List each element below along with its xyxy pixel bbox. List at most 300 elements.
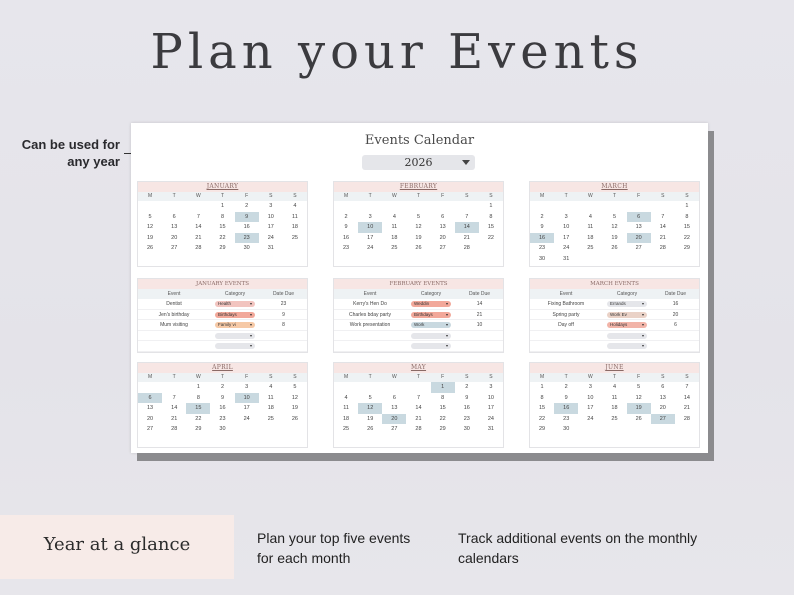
day-cell[interactable]: 2 — [344, 213, 348, 220]
day-cell[interactable]: 9 — [344, 224, 348, 230]
date-due-cell[interactable] — [456, 341, 503, 351]
weekday-label: S — [269, 374, 273, 380]
day-cell[interactable]: 7 — [661, 213, 665, 220]
event-name-cell[interactable] — [334, 331, 406, 341]
day-cell[interactable]: 19 — [415, 234, 422, 241]
day-cell[interactable]: 9 — [540, 224, 544, 230]
page-headline: Plan your Events — [150, 24, 644, 80]
column-header: Category — [420, 291, 442, 297]
day-cell[interactable]: 26 — [635, 415, 642, 422]
day-cell[interactable]: 31 — [487, 426, 494, 432]
category-dropdown[interactable]: Birthdays — [215, 312, 255, 318]
day-cell[interactable]: 21 — [171, 415, 178, 422]
weekday-label: T — [612, 374, 617, 380]
day-grid — [530, 382, 699, 435]
day-cell[interactable]: 24 — [243, 415, 250, 422]
weekday-label: S — [489, 193, 493, 199]
day-cell[interactable]: 8 — [196, 394, 200, 401]
day-cell[interactable]: 20 — [171, 234, 178, 241]
day-cell[interactable]: 12 — [415, 224, 422, 230]
day-blank — [358, 201, 382, 212]
day-blank — [382, 382, 406, 393]
date-due-cell[interactable]: 16 — [672, 301, 679, 307]
day-cell[interactable]: 22 — [539, 415, 546, 422]
category-dropdown[interactable]: Health — [215, 301, 255, 307]
date-due-cell[interactable]: 23 — [280, 301, 287, 307]
day-cell[interactable]: 15 — [186, 403, 210, 414]
day-cell[interactable]: 19 — [291, 405, 298, 411]
day-cell[interactable]: 18 — [391, 234, 398, 241]
day-cell[interactable]: 24 — [587, 415, 594, 422]
day-cell[interactable]: 5 — [416, 213, 421, 220]
day-cell[interactable]: 29 — [539, 426, 546, 432]
day-cell[interactable]: 12 — [635, 394, 642, 401]
feature-top-five-line1: Plan your top five events — [257, 530, 411, 546]
day-grid — [138, 382, 307, 435]
weekday-header — [530, 192, 699, 201]
day-cell[interactable]: 15 — [683, 224, 690, 230]
weekday-label: T — [220, 193, 225, 199]
day-cell[interactable]: 28 — [659, 245, 666, 251]
day-cell[interactable]: 10 — [487, 394, 494, 401]
day-cell[interactable]: 2 — [220, 384, 225, 390]
day-cell[interactable]: 9 — [465, 394, 469, 401]
day-cell[interactable]: 21 — [463, 234, 470, 241]
day-cell[interactable]: 4 — [612, 384, 617, 390]
day-cell[interactable]: 14 — [455, 222, 479, 233]
day-cell[interactable]: 30 — [243, 245, 250, 251]
day-cell[interactable]: 22 — [683, 234, 690, 241]
table-row — [138, 299, 307, 310]
category-dropdown[interactable] — [607, 333, 647, 339]
day-cell[interactable]: 14 — [195, 224, 202, 230]
month-name: APRIL — [138, 363, 307, 373]
day-cell[interactable]: 25 — [343, 426, 350, 432]
day-cell[interactable]: 26 — [291, 415, 298, 422]
day-blank — [530, 201, 554, 212]
day-cell[interactable]: 24 — [367, 245, 374, 251]
chevron-down-icon[interactable] — [462, 160, 470, 165]
day-cell[interactable]: 30 — [463, 426, 470, 432]
day-cell[interactable]: 5 — [612, 213, 617, 220]
day-cell[interactable]: 23 — [343, 245, 350, 251]
day-cell[interactable]: 28 — [463, 245, 470, 251]
day-cell[interactable]: 24 — [487, 415, 494, 422]
day-cell[interactable]: 21 — [659, 234, 666, 241]
day-cell[interactable]: 20 — [439, 234, 446, 241]
day-cell[interactable]: 27 — [391, 426, 398, 432]
day-cell[interactable]: 9 — [235, 212, 259, 223]
weekday-label: T — [368, 374, 372, 380]
category-dropdown[interactable]: Holidays — [607, 322, 647, 328]
date-due-cell[interactable]: 10 — [476, 322, 483, 329]
event-name-cell[interactable]: Jen's birthday — [158, 311, 190, 318]
day-cell[interactable]: 13 — [659, 394, 666, 401]
day-cell[interactable]: 2 — [564, 384, 568, 390]
day-cell[interactable]: 1 — [220, 203, 225, 209]
category-cell — [602, 299, 652, 309]
date-due-cell[interactable]: 21 — [476, 311, 483, 318]
day-cell[interactable]: 16 — [530, 233, 554, 244]
day-blank — [554, 201, 578, 212]
day-cell[interactable]: 19 — [367, 415, 374, 422]
category-dropdown[interactable]: Weddin — [411, 301, 451, 307]
date-due-cell[interactable]: 8 — [282, 322, 285, 329]
day-cell[interactable]: 28 — [171, 426, 178, 432]
date-due-cell[interactable]: 6 — [674, 322, 677, 329]
callout-line1: Can be used for — [21, 137, 120, 152]
day-cell[interactable]: 23 — [463, 415, 470, 422]
day-cell[interactable]: 23 — [563, 415, 570, 422]
weekday-label: W — [587, 193, 593, 199]
sheet-title: Events Calendar — [364, 133, 475, 148]
day-cell[interactable]: 4 — [344, 394, 348, 401]
day-cell[interactable]: 11 — [587, 224, 594, 230]
day-cell[interactable]: 5 — [637, 384, 641, 390]
day-cell[interactable]: 11 — [391, 224, 398, 230]
day-cell[interactable]: 5 — [148, 213, 152, 220]
day-cell[interactable]: 27 — [439, 245, 446, 251]
day-cell[interactable]: 30 — [539, 255, 546, 262]
day-cell[interactable]: 14 — [659, 224, 666, 230]
day-cell[interactable]: 24 — [563, 245, 570, 251]
day-cell[interactable]: 25 — [587, 245, 594, 251]
day-cell[interactable]: 17 — [267, 224, 274, 230]
month-april — [137, 362, 308, 448]
day-cell[interactable]: 13 — [171, 224, 178, 230]
weekday-label: S — [685, 374, 689, 380]
day-cell[interactable]: 9 — [220, 394, 225, 401]
day-cell[interactable]: 29 — [219, 245, 226, 251]
day-cell[interactable]: 7 — [172, 394, 176, 401]
weekday-label: T — [564, 193, 568, 199]
category-dropdown[interactable] — [215, 343, 255, 349]
day-cell[interactable]: 20 — [627, 233, 651, 244]
day-cell[interactable]: 21 — [683, 405, 690, 411]
weekday-label: T — [416, 374, 421, 380]
day-cell[interactable]: 3 — [368, 213, 372, 220]
day-cell[interactable]: 19 — [147, 234, 154, 241]
day-cell[interactable]: 15 — [439, 405, 446, 411]
event-name-cell[interactable]: Mum visiting — [160, 322, 188, 329]
date-due-cell[interactable]: 14 — [476, 301, 483, 307]
day-cell[interactable]: 6 — [627, 212, 651, 223]
day-cell[interactable]: 10 — [563, 224, 570, 230]
day-cell[interactable]: 26 — [611, 245, 618, 251]
day-cell[interactable]: 31 — [563, 255, 570, 262]
day-cell[interactable]: 1 — [431, 382, 455, 393]
day-cell[interactable]: 18 — [267, 405, 274, 411]
day-cell[interactable]: 7 — [685, 384, 689, 390]
day-cell[interactable]: 22 — [439, 415, 446, 422]
day-cell[interactable]: 8 — [540, 394, 544, 401]
table-row — [530, 320, 699, 331]
day-cell[interactable]: 8 — [441, 394, 445, 401]
category-cell — [210, 331, 260, 341]
event-name-cell[interactable]: Work presentation — [349, 322, 391, 329]
day-cell[interactable]: 8 — [685, 213, 689, 220]
weekday-label: S — [293, 193, 297, 199]
day-cell[interactable]: 17 — [243, 405, 250, 411]
day-cell[interactable]: 25 — [267, 415, 274, 422]
weekday-label: S — [269, 193, 273, 199]
day-cell[interactable]: 2 — [245, 203, 249, 209]
day-cell[interactable]: 29 — [683, 245, 690, 251]
events-table-title: FEBRUARY EVENTS — [334, 279, 503, 289]
date-due-cell[interactable]: 9 — [282, 311, 285, 318]
day-cell[interactable]: 10 — [587, 394, 594, 401]
category-cell — [406, 320, 456, 330]
category-dropdown[interactable]: Errands — [607, 301, 647, 307]
feature-track-additional — [458, 528, 697, 568]
event-name-cell[interactable]: Spring party — [552, 311, 580, 318]
day-cell[interactable]: 9 — [564, 394, 568, 401]
day-cell[interactable]: 6 — [392, 394, 396, 401]
day-blank — [431, 201, 455, 212]
day-cell[interactable]: 27 — [651, 414, 675, 425]
day-cell[interactable]: 6 — [172, 213, 176, 220]
day-cell[interactable]: 29 — [439, 426, 446, 432]
table-row — [530, 331, 699, 342]
day-cell[interactable]: 13 — [635, 224, 642, 230]
day-cell[interactable]: 11 — [267, 394, 274, 401]
day-cell[interactable]: 16 — [243, 224, 250, 230]
event-name-cell[interactable] — [530, 341, 602, 351]
day-cell[interactable]: 16 — [463, 405, 470, 411]
day-cell[interactable]: 18 — [611, 405, 618, 411]
day-cell[interactable]: 17 — [367, 234, 374, 241]
day-cell[interactable]: 3 — [269, 203, 273, 209]
event-name-cell[interactable] — [138, 341, 210, 351]
day-cell[interactable]: 1 — [196, 384, 200, 390]
day-cell[interactable]: 2 — [465, 384, 469, 390]
event-name-cell[interactable]: Dentist — [166, 301, 182, 307]
event-name-cell[interactable]: Fixing Bathroom — [547, 301, 585, 307]
day-cell[interactable]: 28 — [683, 415, 690, 422]
category-cell — [602, 331, 652, 341]
day-cell[interactable]: 14 — [683, 394, 690, 401]
day-cell[interactable]: 19 — [611, 234, 618, 241]
day-cell[interactable]: 22 — [195, 415, 202, 422]
day-cell[interactable]: 16 — [219, 405, 226, 411]
day-cell[interactable]: 11 — [292, 213, 298, 220]
day-cell[interactable]: 1 — [685, 203, 689, 209]
day-blank — [602, 201, 626, 212]
day-cell[interactable]: 4 — [293, 203, 297, 209]
day-cell[interactable]: 10 — [267, 213, 274, 220]
day-cell[interactable]: 8 — [489, 213, 493, 220]
weekday-label: F — [245, 193, 249, 199]
callout-any-year — [8, 136, 120, 170]
weekday-label: S — [661, 374, 665, 380]
events-table-1 — [137, 278, 308, 353]
table-row — [334, 331, 503, 342]
day-cell[interactable]: 12 — [611, 224, 618, 230]
day-cell[interactable]: 4 — [588, 213, 592, 220]
category-dropdown[interactable]: Family vi — [215, 322, 255, 328]
day-cell[interactable]: 2 — [540, 213, 544, 220]
day-cell[interactable]: 29 — [195, 426, 202, 432]
day-cell[interactable]: 28 — [415, 426, 422, 432]
day-cell[interactable]: 27 — [147, 426, 154, 432]
day-cell[interactable]: 22 — [487, 234, 494, 241]
date-due-cell[interactable] — [456, 331, 503, 341]
day-cell[interactable]: 7 — [416, 394, 421, 401]
day-cell[interactable]: 4 — [392, 213, 396, 220]
day-cell[interactable]: 1 — [489, 203, 493, 209]
day-cell[interactable]: 11 — [611, 394, 618, 401]
day-cell[interactable]: 17 — [487, 405, 494, 411]
weekday-label: M — [343, 193, 349, 199]
day-cell[interactable]: 20 — [147, 415, 154, 422]
weekday-header — [334, 373, 503, 382]
year-at-a-glance-banner: Year at a glance — [0, 515, 234, 579]
date-due-cell[interactable] — [260, 341, 307, 351]
day-cell[interactable]: 17 — [563, 234, 570, 241]
day-blank — [186, 201, 210, 212]
day-cell[interactable]: 15 — [487, 224, 494, 230]
category-dropdown[interactable]: Work — [411, 322, 451, 328]
category-dropdown[interactable]: Work Ev — [607, 312, 647, 318]
day-cell[interactable]: 15 — [219, 224, 226, 230]
column-header: Date Due — [664, 291, 687, 297]
category-dropdown[interactable] — [607, 343, 647, 349]
column-header: Category — [224, 291, 246, 297]
day-cell[interactable]: 21 — [195, 234, 202, 241]
date-due-cell[interactable] — [652, 331, 699, 341]
table-row — [530, 341, 699, 352]
day-cell[interactable]: 3 — [245, 384, 249, 390]
day-blank — [358, 382, 382, 393]
weekday-label: T — [564, 374, 568, 380]
day-cell[interactable]: 14 — [171, 405, 178, 411]
day-cell[interactable]: 22 — [219, 234, 226, 241]
day-cell[interactable]: 10 — [358, 222, 382, 233]
day-cell[interactable]: 10 — [235, 393, 259, 404]
day-cell[interactable]: 23 — [219, 415, 226, 422]
month-name: MAY — [334, 363, 503, 373]
day-cell[interactable]: 25 — [611, 415, 618, 422]
day-blank — [162, 201, 186, 212]
date-due-cell[interactable] — [652, 341, 699, 351]
day-cell[interactable]: 8 — [220, 213, 225, 220]
day-cell[interactable]: 27 — [635, 245, 642, 251]
day-cell[interactable]: 3 — [489, 384, 493, 390]
day-cell[interactable]: 19 — [627, 403, 651, 414]
day-blank — [138, 382, 162, 393]
day-cell[interactable]: 12 — [291, 394, 298, 401]
feature-track-line2: calendars — [458, 550, 519, 566]
table-row — [530, 310, 699, 321]
category-dropdown[interactable]: Birthdays — [411, 312, 451, 318]
event-name-cell[interactable] — [334, 341, 406, 351]
column-header: Date Due — [468, 291, 491, 297]
date-due-cell[interactable]: 20 — [672, 311, 679, 318]
day-cell[interactable]: 18 — [291, 224, 298, 230]
day-cell[interactable]: 5 — [368, 394, 372, 401]
date-due-cell[interactable] — [260, 331, 307, 341]
month-name: FEBRUARY — [334, 182, 503, 192]
day-cell[interactable]: 12 — [147, 224, 154, 230]
day-cell[interactable]: 18 — [343, 415, 350, 422]
events-table-title: JANUARY EVENTS — [138, 279, 307, 289]
day-cell[interactable]: 20 — [382, 414, 406, 425]
event-name-cell[interactable]: Charles bday party — [349, 311, 391, 318]
day-cell[interactable]: 7 — [465, 213, 469, 220]
table-row — [138, 331, 307, 342]
day-cell[interactable]: 3 — [564, 213, 568, 220]
event-name-cell[interactable] — [530, 331, 602, 341]
day-cell[interactable]: 15 — [539, 405, 546, 411]
category-dropdown[interactable] — [411, 343, 451, 349]
events-calendar-sheet — [131, 123, 708, 453]
day-cell[interactable]: 16 — [554, 403, 578, 414]
day-cell[interactable]: 5 — [293, 384, 297, 390]
weekday-label: S — [293, 374, 297, 380]
day-cell[interactable]: 26 — [367, 426, 374, 432]
day-cell[interactable]: 6 — [138, 393, 162, 404]
day-cell[interactable]: 30 — [563, 426, 570, 432]
day-cell[interactable]: 1 — [540, 384, 544, 390]
day-cell[interactable]: 12 — [358, 403, 382, 414]
day-cell[interactable]: 26 — [415, 245, 422, 251]
day-cell[interactable]: 3 — [588, 384, 592, 390]
day-cell[interactable]: 24 — [267, 234, 274, 241]
event-name-cell[interactable]: Day off — [558, 322, 574, 329]
category-dropdown[interactable] — [215, 333, 255, 339]
day-cell[interactable]: 20 — [659, 405, 666, 411]
day-cell[interactable]: 23 — [235, 233, 259, 244]
category-dropdown[interactable] — [411, 333, 451, 339]
day-cell[interactable]: 13 — [391, 405, 398, 411]
day-cell[interactable]: 18 — [587, 234, 594, 241]
table-row — [530, 299, 699, 310]
day-cell[interactable]: 6 — [661, 384, 665, 390]
weekday-header — [530, 373, 699, 382]
events-table-header — [138, 289, 307, 299]
table-row — [138, 310, 307, 321]
day-cell[interactable]: 31 — [267, 245, 274, 251]
weekday-label: F — [441, 374, 445, 380]
day-cell[interactable]: 26 — [147, 245, 154, 251]
day-cell[interactable]: 30 — [219, 426, 226, 432]
month-january — [137, 181, 308, 267]
day-cell[interactable]: 13 — [439, 224, 446, 230]
feature-top-five — [257, 528, 410, 568]
day-cell[interactable]: 21 — [415, 415, 422, 422]
day-cell[interactable]: 17 — [587, 405, 594, 411]
day-cell[interactable]: 25 — [391, 245, 398, 251]
table-row — [138, 320, 307, 331]
event-name-cell[interactable]: Kerry's Hen Do — [353, 301, 387, 307]
day-cell[interactable]: 14 — [415, 405, 422, 411]
day-cell[interactable]: 28 — [195, 245, 202, 251]
day-cell[interactable]: 16 — [343, 234, 350, 241]
month-name: MARCH — [530, 182, 699, 192]
day-cell[interactable]: 25 — [291, 234, 298, 241]
day-cell[interactable]: 4 — [269, 384, 273, 390]
day-blank — [162, 382, 186, 393]
day-cell[interactable]: 7 — [196, 213, 200, 220]
year-dropdown[interactable] — [362, 155, 475, 170]
day-cell[interactable]: 13 — [147, 405, 154, 411]
feature-track-line1: Track additional events on the monthly — [458, 530, 698, 546]
day-cell[interactable]: 23 — [539, 245, 546, 251]
day-cell[interactable]: 11 — [343, 405, 349, 411]
day-cell[interactable]: 6 — [441, 213, 445, 220]
event-name-cell[interactable] — [138, 331, 210, 341]
day-cell[interactable]: 27 — [171, 245, 178, 251]
